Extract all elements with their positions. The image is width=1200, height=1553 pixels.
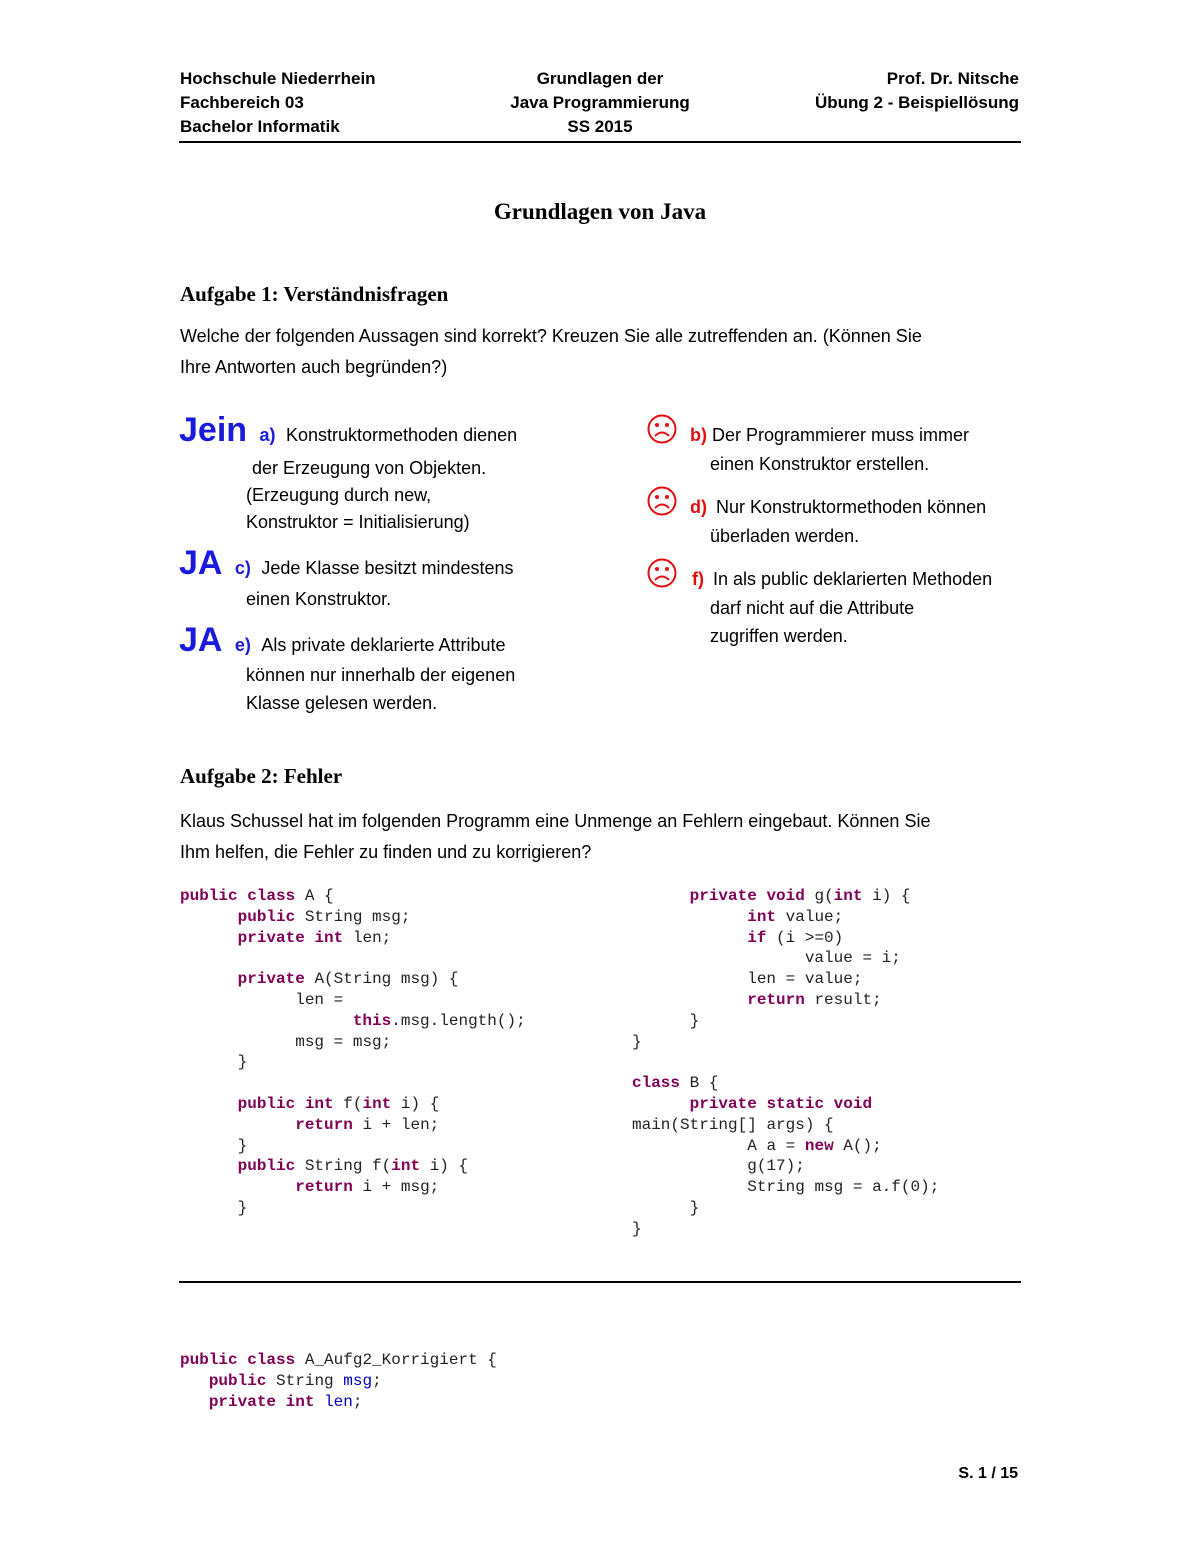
page-number: S. 1 / 15	[958, 1465, 1018, 1482]
code-line: public int f(int i) {	[237, 1094, 440, 1113]
verdict-c: JA	[179, 544, 223, 582]
section-rule	[179, 1281, 1021, 1283]
answer-e	[179, 622, 506, 659]
code-line	[180, 1073, 526, 1094]
code-line: }	[632, 1198, 700, 1217]
answer-e-line-1: Als private deklarierte Attribute	[261, 635, 506, 655]
code-line: value = i;	[804, 949, 901, 968]
task2-intro-line-1: Klaus Schussel hat im folgenden Programm eine Unmenge an Fehlern eingebaut. Können Sie	[180, 811, 931, 831]
code-block-faulty-right	[632, 886, 939, 1240]
answer-b-line-2: einen Konstruktor erstellen.	[710, 454, 930, 474]
code-line: A a = new A();	[747, 1136, 882, 1155]
exercise-label: Übung 2 - Beispiellösung	[814, 93, 1019, 112]
answer-a-line-1: Konstruktormethoden dienen	[285, 425, 518, 445]
code-line: public class A_Aufg2_Korrigiert {	[180, 1351, 497, 1369]
code-line: String msg = a.f(0);	[747, 1178, 940, 1197]
code-line: main(String[] args) {	[632, 1115, 834, 1134]
answer-e-line-3: Klasse gelesen werden.	[246, 693, 438, 713]
code-line: private int len;	[208, 1392, 363, 1411]
program: Bachelor Informatik	[180, 117, 340, 136]
task2-intro-line-2: Ihm helfen, die Fehler zu finden und zu korrigieren?	[180, 842, 592, 862]
answer-c	[179, 545, 514, 582]
task1-intro-line-2: Ihre Antworten auch begründen?)	[180, 357, 448, 377]
verdict-e: JA	[179, 621, 223, 659]
code-line: public class A {	[180, 887, 334, 905]
code-line: public String msg;	[208, 1371, 382, 1390]
letter-f: f)	[692, 569, 704, 589]
code-line: return i + msg;	[295, 1178, 440, 1197]
header-center	[450, 67, 750, 139]
answer-a	[179, 412, 517, 449]
answer-d	[690, 493, 986, 521]
code-line: private int len;	[237, 928, 392, 947]
sad-face-icon	[647, 558, 677, 588]
answer-b	[690, 421, 969, 449]
code-line: return i + len;	[295, 1115, 440, 1134]
code-line: len =	[295, 990, 344, 1009]
answer-f-line-1: In als public deklarierten Methoden	[713, 569, 993, 589]
course-line-1: Grundlagen der	[536, 69, 664, 88]
header-left	[180, 67, 376, 139]
answer-b-line-1: Der Programmierer muss immer	[712, 425, 970, 445]
answer-f-line-3: zugriffen werden.	[710, 626, 848, 646]
code-block-faulty-left	[180, 886, 526, 1219]
answer-c-line-1: Jede Klasse besitzt mindestens	[261, 558, 514, 578]
task2-intro	[180, 806, 1040, 868]
sad-face-icon	[647, 486, 677, 516]
code-line: if (i >=0)	[747, 928, 844, 947]
course-line-2: Java Programmierung	[510, 93, 690, 112]
code-line: }	[632, 1032, 642, 1051]
sad-face-icon	[647, 414, 677, 444]
answer-f	[692, 565, 992, 593]
code-block-corrected	[180, 1350, 497, 1412]
code-line: g(17);	[747, 1157, 805, 1176]
letter-a: a)	[259, 425, 276, 445]
semester: SS 2015	[567, 117, 633, 136]
answer-a-line-4: Konstruktor = Initialisierung)	[246, 512, 470, 532]
code-line: }	[632, 1219, 642, 1238]
answer-c-line-2: einen Konstruktor.	[246, 589, 392, 609]
verdict-a: Jein	[179, 411, 248, 449]
letter-c: c)	[234, 558, 251, 578]
institution: Hochschule Niederrhein	[180, 69, 376, 88]
task2-heading: Aufgabe 2: Fehler	[180, 764, 343, 788]
letter-e: e)	[234, 635, 251, 655]
code-line: this.msg.length();	[352, 1011, 526, 1030]
code-line: class B {	[632, 1074, 719, 1093]
header-right	[720, 67, 1019, 115]
code-line: return result;	[747, 990, 882, 1009]
code-line: len = value;	[747, 970, 863, 989]
code-line: }	[632, 1011, 700, 1030]
answer-d-line-1: Nur Konstruktormethoden können	[716, 497, 987, 517]
answer-e-line-2: können nur innerhalb der eigenen	[246, 665, 516, 685]
code-line: msg = msg;	[295, 1032, 392, 1051]
letter-d: d)	[690, 497, 707, 517]
code-line: public String f(int i) {	[237, 1157, 469, 1176]
code-line: }	[180, 1053, 248, 1072]
professor: Prof. Dr. Nitsche	[886, 69, 1019, 88]
code-line: public String msg;	[237, 907, 411, 926]
answer-a-line-3: (Erzeugung durch new,	[246, 485, 432, 505]
code-line: }	[180, 1198, 248, 1217]
code-line	[632, 1052, 939, 1073]
answer-f-line-2: darf nicht auf die Attribute	[710, 598, 915, 618]
page-title: Grundlagen von Java	[493, 199, 707, 224]
answer-a-line-2: der Erzeugung von Objekten.	[252, 458, 487, 478]
task1-heading: Aufgabe 1: Verständnisfragen	[180, 282, 449, 306]
code-line: int value;	[747, 907, 844, 926]
department: Fachbereich 03	[180, 93, 304, 112]
code-line: private A(String msg) {	[237, 970, 459, 989]
code-line: private void g(int i) {	[689, 887, 911, 905]
header-rule	[179, 141, 1021, 143]
code-line	[180, 948, 526, 969]
letter-b: b)	[690, 425, 707, 445]
task1-intro-line-1: Welche der folgenden Aussagen sind korrekt? Kreuzen Sie alle zutreffenden an. (Können Sie	[180, 326, 922, 346]
code-line: private static void	[689, 1094, 873, 1113]
answer-d-line-2: überladen werden.	[710, 526, 860, 546]
task1-intro	[180, 321, 1040, 383]
code-line: }	[180, 1136, 248, 1155]
